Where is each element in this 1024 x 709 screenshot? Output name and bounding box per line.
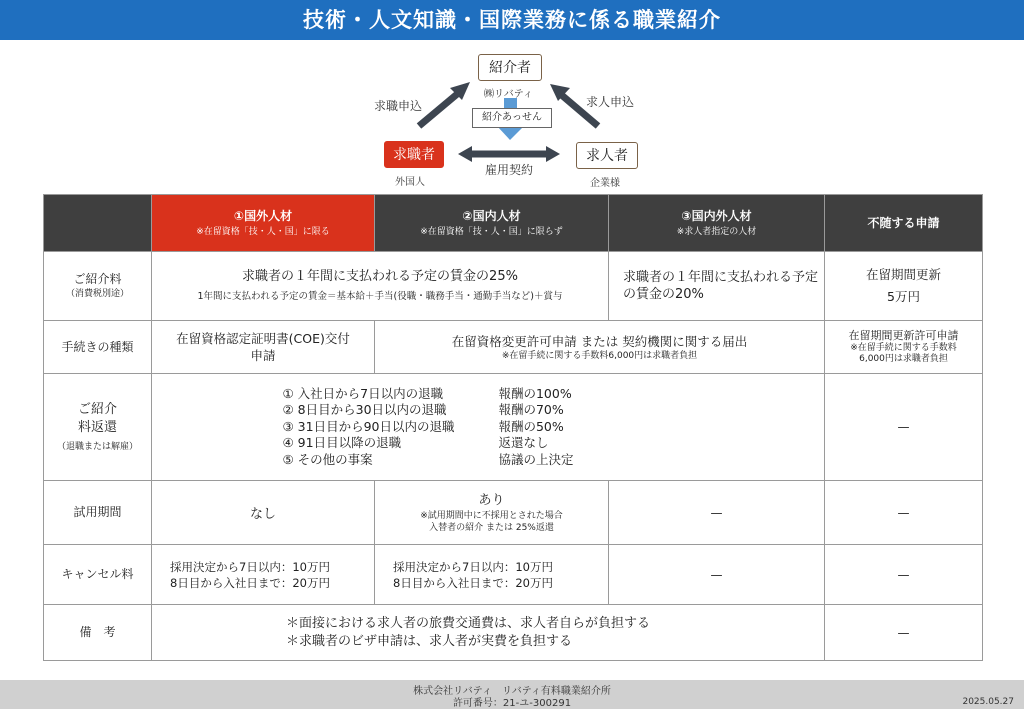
row-label-fee: ご紹介料 （消費税別途）	[44, 252, 152, 321]
row-label-refund: ご紹介料返還 （退職または解雇）	[44, 374, 152, 481]
refund-item: ① 入社日から7日以内の退職 報酬の100%	[282, 385, 572, 401]
refund-terms	[152, 374, 825, 481]
header-blank	[44, 195, 152, 252]
table-row-fee	[44, 252, 983, 321]
procedure-overseas: 在留資格認定証明書(COE)交付申請	[152, 321, 375, 374]
footer-company: 株式会社リバティ リバティ有料職業紹介所	[413, 686, 611, 697]
fee-table	[43, 194, 983, 661]
row-label-trial: 試用期間	[44, 481, 152, 545]
trial-ancillary: —	[825, 481, 983, 545]
agent-sub-label: ㈱リバティ	[484, 89, 533, 100]
table-header-row	[44, 195, 983, 252]
employer-sub-label: 企業様	[590, 178, 620, 189]
footer-date: 2025.05.27	[962, 697, 1014, 707]
remarks-ancillary: —	[825, 605, 983, 661]
page-title: 技術・人文知識・国際業務に係る職業紹介	[0, 0, 1024, 40]
table-row-refund	[44, 374, 983, 481]
table-row-trial	[44, 481, 983, 545]
trial-both: —	[609, 481, 825, 545]
refund-item: ⑤ その他の事案 協議の上決定	[282, 451, 574, 467]
fee-ancillary: 在留期間更新 5万円	[825, 252, 983, 321]
procedure-ancillary: 在留期間更新許可申請 ※在留手続に関する手数料 6,000円は求職者負担	[825, 321, 983, 374]
mediation-label: 紹介あっせん	[472, 108, 552, 128]
employment-contract-label: 雇用契約	[485, 163, 534, 177]
header-ancillary: 不随する申請	[825, 195, 983, 252]
remarks-content: ＊面接における求人者の旅費交通費は、求人者自らが負担する ＊求職者のビザ申請は、求人者が実費を負担する	[152, 605, 825, 661]
cancel-both: —	[609, 545, 825, 605]
table-row-cancel	[44, 545, 983, 605]
employer-box: 求人者	[576, 142, 638, 169]
procedure-domestic-both: 在留資格変更許可申請 または 契約機関に関する届出 ※在留手続に関する手数料6,000円は求職者負担	[375, 321, 825, 374]
agent-box: 紹介者	[478, 54, 542, 81]
refund-item: ④ 91日目以降の退職 返還なし	[282, 435, 549, 451]
header-overseas: ①国外人材 ※在留資格「技・人・国」に限る	[152, 195, 375, 252]
fee-both: 求職者の１年間に支払われる予定の賃金の20%	[609, 252, 825, 321]
job-offer-label: 求人申込	[586, 95, 635, 109]
header-domestic: ②国内人材 ※在留資格「技・人・国」に限らず	[375, 195, 609, 252]
row-label-remarks: 備 考	[44, 605, 152, 661]
table-row-procedure	[44, 321, 983, 374]
seeker-box: 求職者	[384, 141, 444, 168]
seeker-sub-label: 外国人	[395, 177, 425, 188]
table-row-remarks	[44, 605, 983, 661]
refund-item: ② 8日目から30日以内の退職 報酬の70%	[282, 402, 564, 418]
header-both: ③国内外人材 ※求人者指定の人材	[609, 195, 825, 252]
seeker-application-label: 求職申込	[374, 99, 423, 113]
refund-item: ③ 31日目から90日以内の退職 報酬の50%	[282, 418, 564, 434]
row-label-cancel: キャンセル料	[44, 545, 152, 605]
footer-license: 許可番号：21-ユ-300291	[452, 698, 572, 709]
row-label-procedure: 手続きの種類	[44, 321, 152, 374]
cancel-domestic: 採用決定から7日以内：10万円 8日目から入社日まで：20万円	[375, 545, 609, 605]
trial-overseas: なし	[152, 481, 375, 545]
fee-overseas-domestic: 求職者の１年間に支払われる予定の賃金の25% 1年間に支払われる予定の賃金＝基本給＋手当(役職・職務手当・通勤手当など)＋賞与	[152, 252, 609, 321]
trial-domestic: あり ※試用期間中に不採用とされた場合 入替者の紹介 または 25%返還	[375, 481, 609, 545]
refund-ancillary: —	[825, 374, 983, 481]
cancel-overseas: 採用決定から7日以内：10万円 8日目から入社日まで：20万円	[152, 545, 375, 605]
cancel-ancillary: —	[825, 545, 983, 605]
